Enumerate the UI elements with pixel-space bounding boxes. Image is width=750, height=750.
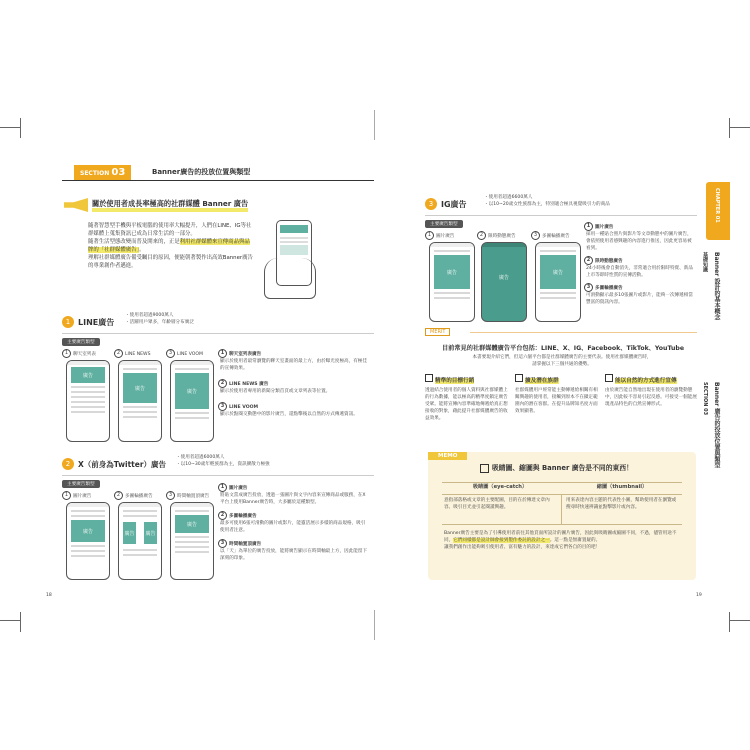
merit-subtitle: 本書要現介紹它們，但這六個平台都是社群媒體廣告的主要代表。使用社群媒體廣告時，請掌握以下三個共通的優勢。 [472,355,652,367]
ad-box: 廣告 [175,515,209,533]
ig-desc-3: 可滑動顯示最多10張圖片或影片，能夠一次傳遞相當豐富的資訊內容。 [586,293,693,305]
ig-col-3: 多圖輪播廣告 [542,234,570,239]
ad-box: 廣告 [71,520,105,542]
phone-mockup [535,242,581,322]
ig-desc-title-2: 限時動態廣告 [595,259,623,264]
num-circle: 1 [584,222,593,231]
num-circle: 1 [62,491,71,500]
line-bullets [125,312,194,326]
num-circle: 2 [114,491,123,500]
x-desc-1: 將貼文當成廣告投放，透過一張圖片與文字內容來宣傳商品或服務，在X平台上使用Banner廣告時，大多屬於這種類型。 [220,493,366,505]
num-circle: 2 [477,231,486,240]
line-desc-3: 顯示於點閱交動態中的影片廣告，還點擊後以自然的方式傳遞資訊。 [220,412,358,417]
memo-highlight: 它們同樣都是設計師會接到製作委託的設計之一 [453,538,550,543]
num-circle: 3 [166,349,175,358]
phone-mockup [170,360,214,442]
x-col-2: 多圖輪播廣告 [125,494,153,499]
phone-mockup [429,242,475,322]
line-number-badge: 1 [62,316,74,328]
num-circle: 2 [218,511,227,520]
spine-mark [374,110,375,140]
line-title: LINE廣告 [78,318,115,327]
checkbox-icon [605,374,613,382]
memo-title-row [480,462,633,473]
line-bullet-1: ・使用者超過9000萬人 [125,313,174,318]
crop-mark [729,118,730,138]
line-col-2: LINE NEWS [125,352,151,357]
line-descriptions [218,349,368,418]
x-desc-title-1: 圖片廣告 [229,486,248,491]
ig-desc-title-1: 圖片廣告 [595,225,614,230]
ig-desc-2: 24小時後會自動消失，非常適合用於限時特賣、新品上市等即時性質的宣傳活動。 [586,266,693,278]
ad-box: 廣告 [123,522,136,544]
checkbox-icon [425,374,433,382]
x-title: X（前身為Twitter）廣告 [78,460,167,469]
section-header [62,164,374,181]
ig-bullets [484,194,610,208]
num-circle: 2 [114,349,123,358]
intro-paragraph-3: 理解社群媒體廣告備受矚目的原因，便能朝著製作出高效Banner廣告的專業創作者邁進。 [88,255,253,269]
phone-mockup [118,360,162,442]
num-circle: 3 [531,231,540,240]
x-bullet-2: ・以10~30歲年輕族群為主，資訊擴散力極強 [176,462,270,467]
sidebar-section-title: Banner 廣告的投放位置與類型 [713,382,720,469]
line-col-1: 聊天室列表 [73,352,96,357]
sidebar-section-label: SECTION 03 [702,382,708,416]
memo-paragraph-1c: 。這一點是無庸置疑的。 [549,538,601,543]
ig-number-badge: 3 [425,198,437,210]
num-circle: 1 [62,349,71,358]
hand-phone-illustration [262,218,324,300]
line-desc-title-1: 聊天室列表廣告 [229,352,262,357]
memo-paragraph-1a: Banner廣告主要是為了引導使用者前往其他頁面所設計的圖片廣告，因此與吸睛圖或縮圖不同，不過，儘管用途不同， [444,531,677,543]
num-circle: 1 [218,349,227,358]
line-col-3: LINE VOOM [177,352,203,357]
ig-desc-1: 採用一種貼合照片與影片等文章動態中的圖片廣告，會依照使用者感興趣的內容進行推送，因此更容易被看到。 [586,232,692,251]
num-circle: 2 [584,256,593,265]
spine-mark [374,610,375,640]
memo-col-head-2: 縮圖（thumbnail） [596,484,648,490]
merit-title: 目前常見的社群媒體廣告平台包括：LINE、X、IG、Facebook、TikTok、YouTube [441,345,685,352]
line-desc-1: 顯示於使用者最常瀏覽的聊天室畫面的最上方，由於曝光度極高，有極佳的宣傳效果。 [220,359,368,371]
merit-item-title-1: 精準的目標行銷 [435,378,475,384]
section-label: SECTION [80,170,110,177]
intro-highlight: 利用社群媒體來宣傳商品與品牌的「社群媒體廣告」 [88,239,250,253]
memo-cell-2: 用來表達內容主題的代表性小圖，幫助使用者在瀏覽或搜尋時快速辨識並點擊影片或內容。 [566,498,677,510]
memo-title: 吸睛圖、縮圖與 Banner 廣告是不同的東西！ [492,464,633,472]
line-types-label: 主要廣告類型 [62,338,100,346]
memo-col-head-1: 吸睛圖（eye-catch） [472,484,528,490]
chapter-title: Banner 設計的基本概念 [713,252,720,321]
ig-bullet-2: ・以10~20歲女性族群為主，特別適合極具視覺吸引力的商品 [484,202,610,207]
crop-mark [0,127,20,128]
ig-descriptions [584,222,696,306]
line-desc-title-2: LINE NEWS 廣告 [229,382,269,387]
memo-text [444,530,682,551]
merit-item-title-2: 擴及潛在族群 [525,378,559,384]
num-circle: 1 [218,483,227,492]
ad-box: 廣告 [540,255,576,289]
memo-cell-1: 意指部落格或文章的主要配圖，目的在於傳達文章內容、吸引目光並引起閱讀興趣。 [444,498,550,510]
merit-item-text-2: 社群媒體用戶經常能主動傳遞給相關有相關興趣的使用者，接觸到原本不在鎖定範圍內的潛在客群。在提升品牌知名度方面效果顯著。 [515,388,598,414]
ig-bullet-1: ・使用者超過6600萬人 [484,195,533,200]
x-desc-3: 以「天」為單位的廣告投放，能將廣告顯示在時間軸最上方，因此能留下深刻的印象。 [220,549,368,561]
ad-box: 廣告 [71,367,105,383]
chapter-subtitle: 基礎知識 [702,252,708,272]
memo-paragraph-2: 讓我們創作出能夠吸引使用者、富有魅力的設計，來達成它們各自的目的吧！ [444,545,601,550]
ad-box: 廣告 [175,373,209,409]
x-col-3: 時間軸置頂廣告 [177,494,210,499]
x-bullets [176,454,270,468]
intro-paragraph-1: 隨著智慧型手機與平板電腦的使用率大幅提升，人們在LINE、IG等社群媒體上蒐集資訊已成為日常生活的一部分。 [88,223,252,237]
memo-label: MEMO [428,452,467,460]
x-col-1: 圖片廣告 [73,494,92,499]
phone-mockup [66,360,110,442]
crop-mark [20,118,21,138]
num-circle: 1 [425,231,434,240]
intro-text [88,222,253,270]
phone-mockup [481,242,527,322]
section-badge [74,165,131,180]
merit-item-title-3: 能以自然的方式進行宣傳 [615,378,677,384]
hand-icon [264,258,316,299]
num-circle: 2 [218,379,227,388]
ig-col-1: 圖片廣告 [436,234,455,239]
phone-mockup [170,502,214,580]
x-descriptions [218,483,368,562]
line-bullet-2: ・活躍用戶眾多，年齡層分布廣泛 [125,320,194,325]
intro-heading: 關於使用者成長率極高的社群媒體 Banner 廣告 [92,200,248,212]
phone-mockup [118,502,162,580]
phone-mockup [66,502,110,580]
megaphone-icon [64,198,88,212]
ig-col-2: 限時動態廣告 [488,234,516,239]
crop-mark [20,612,21,632]
intro-paragraph-2a: 隨著生活型態改變而普及開來的，正是 [88,239,180,245]
line-desc-2: 顯示於使用者專用的新聞分類首頁或文章列表等位置。 [220,389,331,394]
section-number: 03 [111,167,126,178]
chapter-tab [706,182,730,240]
x-desc-title-2: 多圖輪播廣告 [229,514,257,519]
memo-box [428,452,696,580]
crop-mark [730,127,750,128]
ad-box: 廣告 [486,249,522,305]
ad-box: 廣告 [144,522,157,544]
intro-paragraph-2c: 。 [139,247,145,253]
page-number-right: 19 [696,593,702,598]
merit-item-text-3: 由於廣告能自然地出現在使用者的瀏覽動態中，因此較不容易引起反感。可接受一個能展現產品特色的自然宣傳形式。 [605,388,697,407]
section-title: Banner廣告的投放位置與類型 [152,168,251,176]
ig-desc-title-3: 多圖輪播廣告 [595,286,623,291]
merit-item-text-1: 透過結合使用者的個人資料與社群媒體上的行為數據，能以極高的精準度鎖定廣告受眾。能將宣傳內容準確地傳遞給真正想接收的對象，藉此提升社群媒體廣告的收益效果。 [425,388,508,421]
crop-mark [729,612,730,632]
num-circle: 3 [584,283,593,292]
x-types-label: 主要廣告類型 [62,480,100,488]
chapter-label: CHAPTER 01 [714,188,720,223]
num-circle: 3 [166,491,175,500]
merit-item-1 [425,374,509,422]
checkbox-icon [515,374,523,382]
x-number-badge: 2 [62,458,74,470]
x-desc-2: 最多可使用6張可滑動的圖片或影片，能靈活展示多樣的商品規格，吸引使用者注意。 [220,521,366,533]
merit-label: MERIT [425,328,450,336]
checkbox-icon [480,464,489,473]
num-circle: 3 [218,402,227,411]
ad-box: 廣告 [123,373,157,403]
page-number-left: 18 [46,593,52,598]
crop-mark [730,620,750,621]
ad-box: 廣告 [434,255,470,289]
x-bullet-1: ・使用者超過6000萬人 [176,455,225,460]
merit-item-3 [605,374,697,408]
ig-title: IG廣告 [441,200,467,209]
x-desc-title-3: 時間軸置頂廣告 [229,542,262,547]
num-circle: 3 [218,539,227,548]
ig-types-label: 主要廣告類型 [425,220,463,228]
crop-mark [0,620,20,621]
merit-item-2 [515,374,599,415]
line-desc-title-3: LINE VOOM [229,405,259,410]
